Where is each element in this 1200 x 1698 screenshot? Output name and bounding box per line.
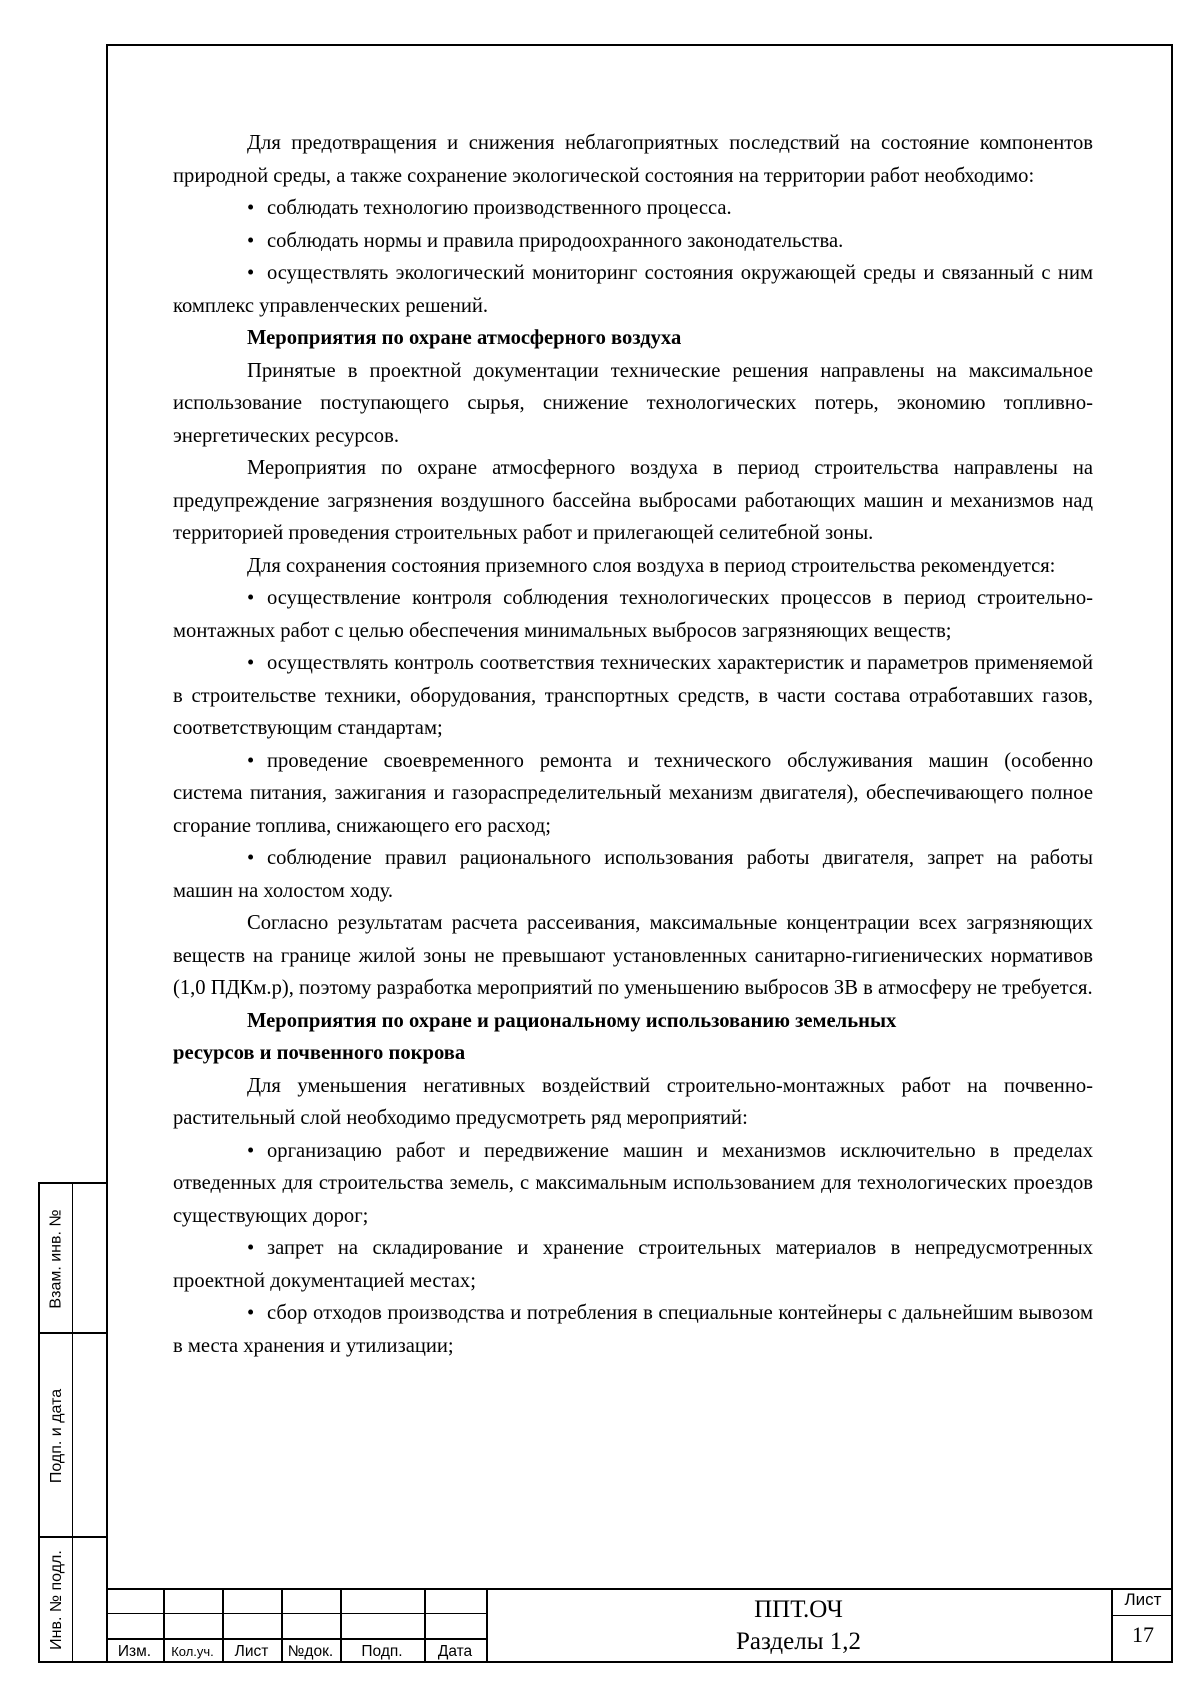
paragraph: Для уменьшения негативных воздействий строительно-монтажных работ на почвенно-растительный слой необходимо предусмотреть ряд мероприятий: [173, 1074, 1093, 1129]
bullet-item [173, 1232, 1093, 1297]
paragraph: Для сохранения состояния приземного слоя воздуха в период строительства рекомендуется: [247, 554, 1056, 577]
section-heading: ресурсов и почвенного покрова [173, 1042, 466, 1064]
bullet-item [173, 1297, 1093, 1362]
strip-label-podp-data: Подп. и дата [48, 1388, 65, 1484]
bullet-text: соблюдать технологию производственного процесса. [267, 197, 732, 219]
sheet-number: 17 [1132, 1622, 1154, 1647]
bullet-item [173, 257, 1093, 322]
bullet-text: соблюдать нормы и правила природоохранного законодательства. [267, 229, 844, 252]
section-heading: Мероприятия по охране и рациональному использованию земельных [247, 1009, 897, 1032]
bullet-icon: • [247, 197, 255, 219]
bullet-text: запрет на складирование и хранение строительных материалов в непредусмотренных проектной документацией местах; [173, 1237, 1093, 1292]
bullet-item [173, 582, 1093, 647]
bullet-icon: • [247, 1302, 255, 1324]
bullet-item [173, 647, 1093, 745]
bullet-icon: • [247, 262, 255, 284]
bullet-icon: • [247, 749, 255, 772]
strip-cell-inv-podl [40, 1538, 106, 1665]
bullet-text: проведение своевременного ремонта и технического обслуживания машин (особенно система питания, зажигания и газораспределительный механизм двигателя), обеспечивающего полное сгорание топлива, снижающего его расход; [173, 749, 1093, 837]
col-label-data: Дата [437, 1643, 473, 1660]
bullet-item [173, 192, 1093, 225]
bullet-text: осуществлять контроль соответствия технических характеристик и параметров применяемой в строительстве техники, оборудования, транспортных средств, в части состава отработавших газов, соответствующим стандартам; [173, 652, 1093, 739]
sheet-label: Лист [1124, 1590, 1162, 1609]
col-label-podp: Подп. [361, 1643, 403, 1660]
bullet-icon: • [247, 847, 255, 869]
bullet-text: организацию работ и передвижение машин и механизмов исключительно в пределах отведенных для строительства земель, с максимальным использованием для технологических проездов существующих дорог; [173, 1139, 1093, 1227]
bullet-icon: • [247, 229, 255, 252]
bullet-icon: • [247, 652, 255, 674]
doc-code: ППТ.ОЧ [754, 1596, 843, 1623]
bullet-text: осуществлять экологический мониторинг состояния окружающей среды и связанный с ним комплекс управленческих решений. [173, 262, 1093, 317]
title-block [106, 1588, 1173, 1663]
section-heading: Мероприятия по охране атмосферного воздуха [247, 327, 682, 349]
bullet-icon: • [247, 1237, 255, 1259]
strip-label-zam-inv: Взам. инв. № [48, 1209, 65, 1309]
bullet-item [173, 745, 1093, 843]
col-label-ndok: №док. [287, 1643, 334, 1660]
side-approval-strip [38, 1182, 106, 1663]
doc-title: Разделы 1,2 [735, 1628, 861, 1655]
strip-label-inv-podl: Инв. № подл. [48, 1550, 66, 1650]
strip-cell-podp-data [40, 1334, 106, 1538]
bullet-item [173, 225, 1093, 258]
paragraph: Принятые в проектной документации технические решения направлены на максимальное использование поступающего сырья, снижение технологических потерь, экономию топливно-энергетических ресурсов. [173, 359, 1093, 447]
bullet-item [173, 1135, 1093, 1233]
title-block-top-border [106, 1588, 1173, 1590]
bullet-item [173, 842, 1093, 907]
bullet-icon: • [247, 587, 255, 609]
paragraph: Для предотвращения и снижения неблагоприятных последствий на состояние компонентов природной среды, а также сохранение экологической состояния на территории работ необходимо: [173, 132, 1093, 187]
col-label-list: Лист [234, 1643, 269, 1660]
bullet-icon: • [247, 1139, 255, 1162]
document-body [173, 127, 1093, 1362]
bullet-text: соблюдение правил рационального использования работы двигателя, запрет на работы машин на холостом ходу. [173, 847, 1093, 902]
col-label-kol: Кол.уч. [171, 1644, 214, 1659]
sheet-cell-divider [1111, 1615, 1173, 1616]
col-label-izm: Изм. [117, 1643, 152, 1660]
paragraph: Мероприятия по охране атмосферного воздуха в период строительства направлены на предупреждение загрязнения воздушного бассейна выбросами работающих машин и механизмов над территорией проведения строительных работ и прилегающей селитебной зоны. [173, 457, 1093, 544]
strip-cell-zam-inv [40, 1184, 106, 1334]
bullet-text: сбор отходов производства и потребления в специальные контейнеры с дальнейшим вывозом в места хранения и утилизации; [173, 1302, 1093, 1357]
bullet-text: осуществление контроля соблюдения технологических процессов в период строительно-монтажных работ с целью обеспечения минимальных выбросов загрязняющих веществ; [173, 587, 1093, 642]
paragraph: Согласно результатам расчета рассеивания, максимальные концентрации всех загрязняющих веществ на границе жилой зоны не превышают установленных санитарно-гигиенических нормативов (1,0 ПДКм.р), поэтому разработка мероприятий по уменьшению выбросов ЗВ в атмосферу не требуется. [173, 912, 1093, 999]
